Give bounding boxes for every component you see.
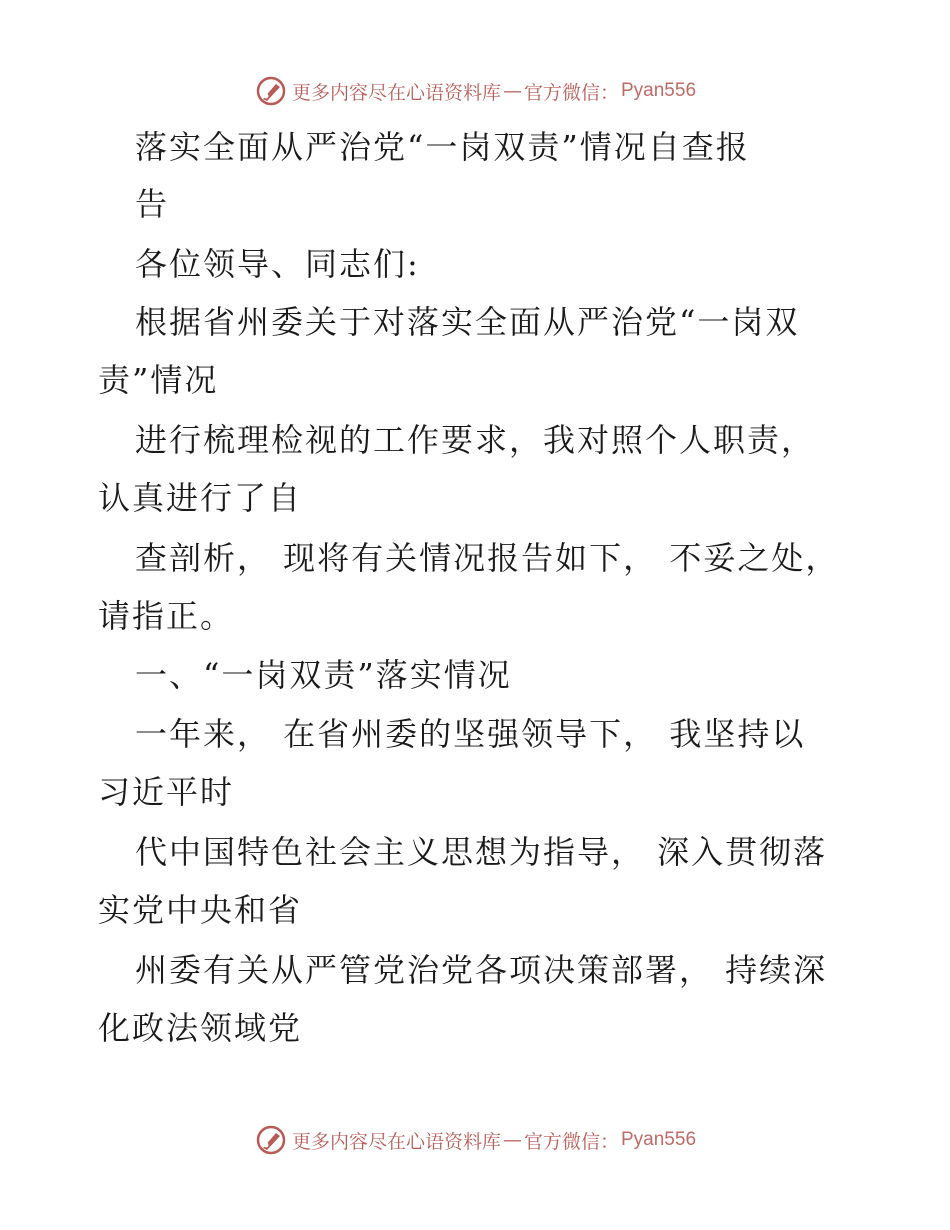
pen-logo-icon — [254, 74, 288, 108]
watermark-wechat-label: 官方微信： — [523, 1130, 619, 1153]
watermark-dash: — — [502, 80, 522, 102]
section-heading: 一、“一岗双责”落实情况 — [135, 656, 512, 694]
doc-line: 代中国特色社会主义思想为指导， 深入贯彻落 — [135, 833, 828, 871]
doc-line: 查剖析， 现将有关情况报告如下， 不妥之处， — [135, 539, 840, 577]
salutation: 各位领导、同志们: — [135, 245, 420, 283]
doc-line: 进行梳理检视的工作要求，我对照个人职责， — [135, 421, 816, 459]
header-watermark — [0, 71, 950, 111]
doc-line: 实党中央和省 — [98, 891, 303, 929]
doc-line: 请指正。 — [98, 597, 235, 635]
watermark-wechat-id: Pyan556 — [621, 80, 697, 101]
doc-title-line-1: 落实全面从严治党“一岗双责”情况自查报 — [135, 128, 750, 166]
doc-title-line-2: 告 — [135, 185, 170, 223]
doc-line: 化政法领域党 — [98, 1009, 303, 1047]
watermark-site-text: 更多内容尽在心语资料库 — [291, 81, 501, 104]
doc-line: 责”情况 — [98, 361, 219, 399]
watermark-site-text: 更多内容尽在心语资料库 — [291, 1130, 501, 1153]
watermark-wechat-label: 官方微信： — [523, 81, 619, 104]
doc-line: 一年来， 在省州委的坚强领导下， 我坚持以 — [135, 715, 806, 753]
footer-watermark — [0, 1120, 950, 1160]
watermark-wechat-id: Pyan556 — [621, 1129, 697, 1150]
watermark-dash: — — [502, 1129, 522, 1151]
doc-line: 根据省州委关于对落实全面从严治党“一岗双 — [135, 303, 800, 341]
pen-logo-icon — [254, 1123, 288, 1157]
doc-line: 认真进行了自 — [98, 479, 303, 517]
doc-line: 州委有关从严管党治党各项决策部署， 持续深 — [135, 951, 828, 989]
doc-line: 习近平时 — [98, 773, 235, 811]
